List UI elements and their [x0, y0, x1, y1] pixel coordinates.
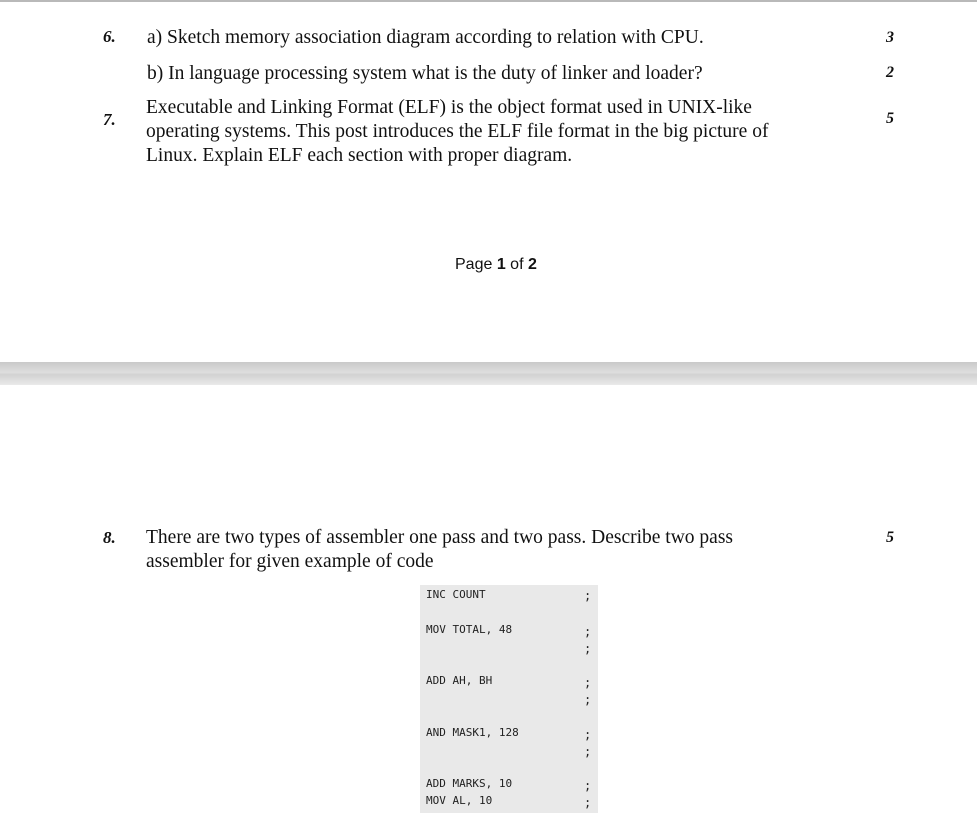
code-comment-marker: ; — [584, 642, 592, 656]
page-top-edge — [0, 0, 977, 2]
question-6b-marks: 2 — [886, 64, 894, 81]
page-footer: Page 1 of 2 — [455, 256, 537, 273]
question-8-text — [146, 526, 868, 574]
question-8-line-2: assembler for given example of code — [146, 551, 434, 572]
code-line: MOV TOTAL, 48 — [426, 623, 513, 636]
question-7-number: 7. — [103, 110, 116, 129]
code-line: MOV AL, 10 — [426, 794, 493, 807]
question-8-marks: 5 — [886, 529, 894, 546]
question-6a-text: a) Sketch memory association diagram according to relation with CPU. — [147, 27, 704, 48]
code-line: INC COUNT — [426, 588, 486, 601]
question-6a-marks: 3 — [886, 29, 894, 46]
question-7-line-2: operating systems. This post introduces the ELF file format in the big picture of — [146, 121, 769, 142]
question-7-marks: 5 — [886, 110, 894, 127]
code-comment-marker: ; — [584, 693, 592, 707]
question-6b-text: b) In language processing system what is the duty of linker and loader? — [147, 63, 703, 84]
question-7-line-3: Linux. Explain ELF each section with proper diagram. — [146, 145, 573, 166]
question-7-text — [146, 96, 868, 168]
code-comment-marker: ; — [584, 779, 592, 793]
code-line: ADD AH, BH — [426, 674, 493, 687]
code-line: ADD MARKS, 10 — [426, 777, 513, 790]
code-comment-marker: ; — [584, 676, 592, 690]
question-8-number: 8. — [103, 528, 116, 547]
code-comment-marker: ; — [584, 728, 592, 742]
code-sample — [420, 585, 598, 813]
question-8-line-1: There are two types of assembler one pass and two pass. Describe two pass — [146, 527, 733, 548]
question-7-line-1: Executable and Linking Format (ELF) is the object format used in UNIX-like — [146, 97, 752, 118]
code-comment-marker: ; — [584, 745, 592, 759]
code-comment-marker: ; — [584, 625, 592, 639]
code-comment-marker: ; — [584, 589, 592, 603]
page-separator — [0, 362, 977, 385]
question-6-number: 6. — [103, 27, 116, 46]
code-comment-marker: ; — [584, 796, 592, 810]
code-line: AND MASK1, 128 — [426, 726, 519, 739]
